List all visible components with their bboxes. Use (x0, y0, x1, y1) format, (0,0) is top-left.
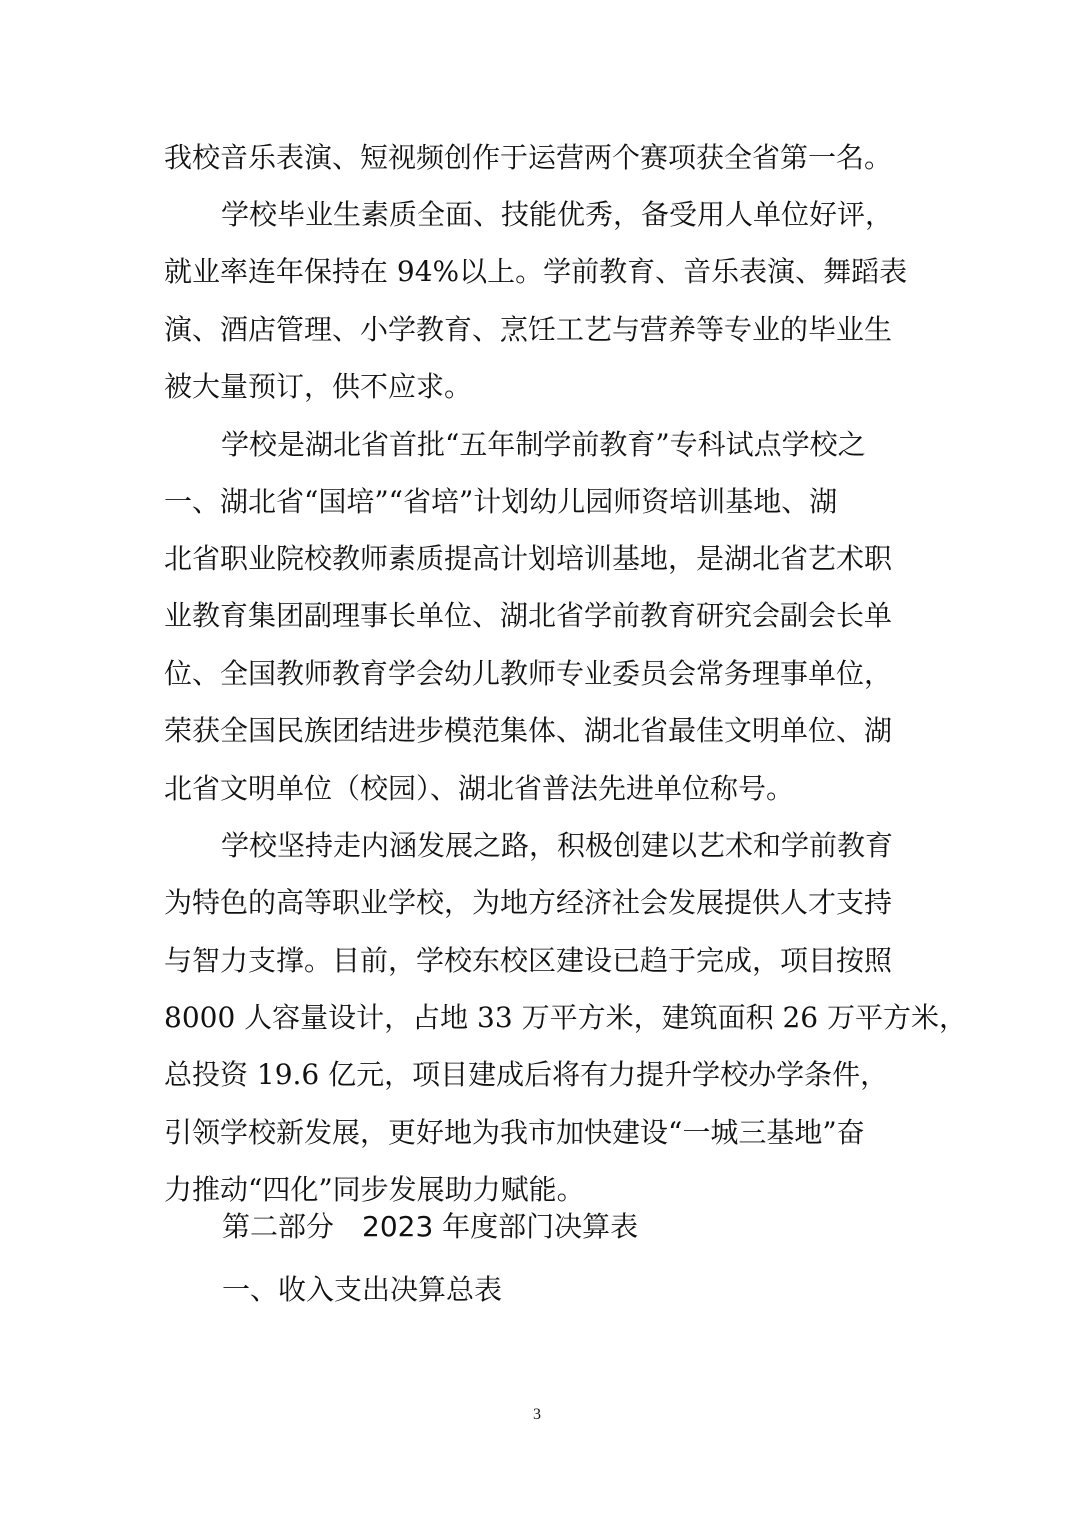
text-line: 演、酒店管理、小学教育、烹饪工艺与营养等专业的毕业生 (164, 313, 893, 346)
text-line: 力推动“四化”同步发展助力赋能。 (164, 1173, 585, 1206)
text-line: 荣获全国民族团结进步模范集体、湖北省最佳文明单位、湖 (164, 714, 893, 747)
text-line: 8000 人容量设计，占地 33 万平方米，建筑面积 26 万平方米， (164, 1001, 968, 1034)
subsection-heading: 一、收入支出决算总表 (222, 1273, 503, 1306)
text-line: 就业率连年保持在 94%以上。学前教育、音乐表演、舞蹈表 (164, 255, 908, 288)
text-line: 位、全国教师教育学会幼儿教师专业委员会常务理事单位， (164, 657, 893, 690)
text-line: 引领学校新发展，更好地为我市加快建设“一城三基地”奋 (164, 1116, 865, 1149)
text-line: 被大量预订，供不应求。 (164, 370, 473, 403)
section-heading: 第二部分 2023 年度部门决算表 (222, 1210, 639, 1243)
text-line: 学校坚持走内涵发展之路，积极创建以艺术和学前教育 (221, 829, 894, 862)
text-line: 与智力支撑。目前，学校东校区建设已趋于完成，项目按照 (164, 944, 893, 977)
text-line: 我校音乐表演、短视频创作于运营两个赛项获全省第一名。 (164, 141, 893, 174)
text-line: 学校毕业生素质全面、技能优秀，备受用人单位好评， (221, 198, 894, 231)
text-line: 北省文明单位（校园）、湖北省普法先进单位称号。 (164, 772, 795, 805)
text-line: 学校是湖北省首批“五年制学前教育”专科试点学校之 (221, 428, 866, 461)
text-line: 北省职业院校教师素质提高计划培训基地，是湖北省艺术职 (164, 542, 893, 575)
page-number: 3 (533, 1406, 541, 1423)
text-line: 一、湖北省“国培”“省培”计划幼儿园师资培训基地、湖 (164, 485, 838, 518)
text-line: 总投资 19.6 亿元，项目建成后将有力提升学校办学条件， (164, 1058, 889, 1091)
text-line: 业教育集团副理事长单位、湖北省学前教育研究会副会长单 (164, 599, 893, 632)
text-line: 为特色的高等职业学校，为地方经济社会发展提供人才支持 (164, 886, 893, 919)
